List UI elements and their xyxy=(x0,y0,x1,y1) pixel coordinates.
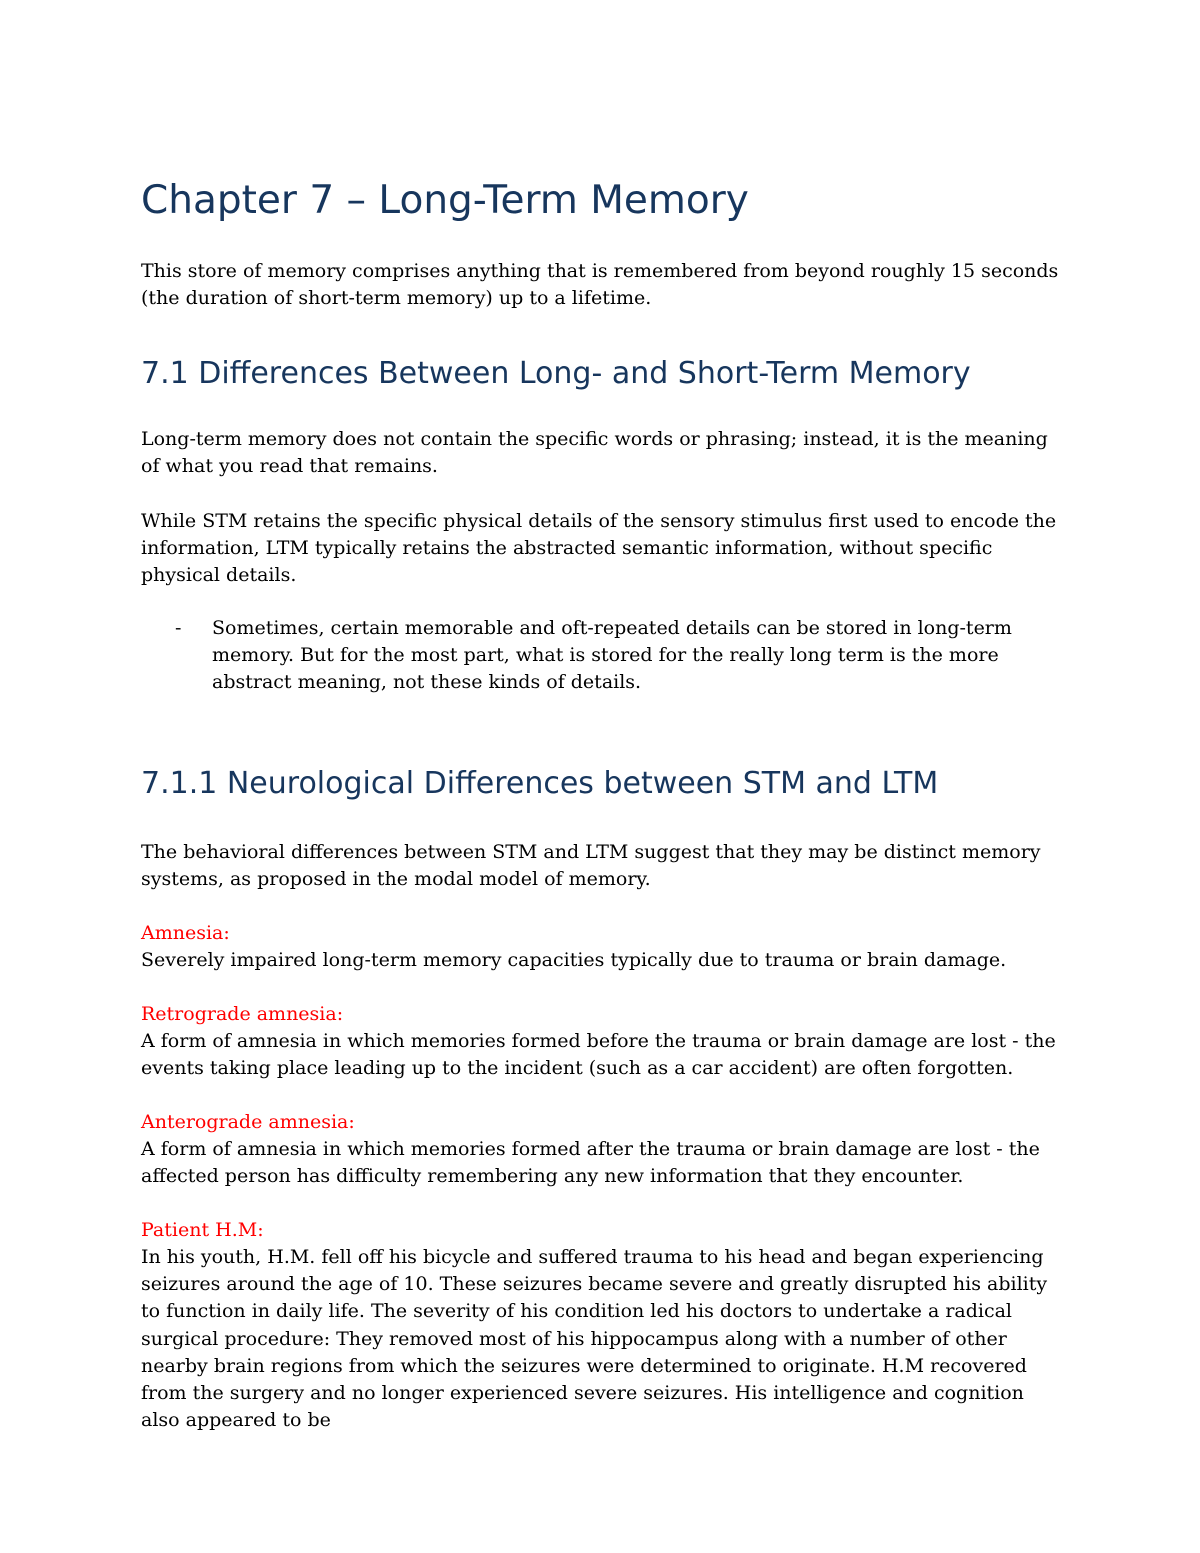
definition-retrograde-amnesia: A form of amnesia in which memories formed before the trauma or brain damage are lost - the events taking place leading up to the incident (such as a car accident) are often forgotten. xyxy=(141,1030,1056,1080)
definition-patient-hm: In his youth, H.M. fell off his bicycle and suffered trauma to his head and began experiencing seizures around the age of 10. These seizures became severe and greatly disrupted his ability to function in daily life. The severity of his condition led his doctors to undertake a radical surgical procedure: They removed most of his hippocampus along with a number of other nearby brain regions from which the seizures were determined to originate. H.M recovered from the surgery and no longer experienced severe seizures. His intelligence and cognition also appeared to be xyxy=(141,1246,1048,1432)
term-anterograde-amnesia: Anterograde amnesia: xyxy=(141,1111,355,1133)
chapter-title: Chapter 7 – Long-Term Memory xyxy=(141,178,749,223)
document-page xyxy=(141,0,1061,1553)
definition-anterograde-amnesia: A form of amnesia in which memories formed after the trauma or brain damage are lost - the affected person has difficulty remembering any new information that they encounter. xyxy=(141,1138,1040,1188)
section-7-1-1-heading: 7.1.1 Neurological Differences between STM and LTM xyxy=(141,766,939,801)
section-7-1-1-paragraph: The behavioral differences between STM and LTM suggest that they may be distinct memory systems, as proposed in the modal model of memory. xyxy=(141,841,1041,891)
term-retrograde-amnesia: Retrograde amnesia: xyxy=(141,1003,344,1025)
term-patient-hm: Patient H.M: xyxy=(141,1219,264,1241)
section-7-1-paragraph-1: Long-term memory does not contain the specific words or phrasing; instead, it is the meaning of what you read that remains. xyxy=(141,428,1048,478)
intro-paragraph: This store of memory comprises anything that is remembered from beyond roughly 15 seconds (the duration of short-term memory) up to a lifetime. xyxy=(141,260,1059,310)
definition-amnesia: Severely impaired long-term memory capacities typically due to trauma or brain damage. xyxy=(141,949,1007,971)
section-7-1-paragraph-2: While STM retains the specific physical details of the sensory stimulus first used to encode the information, LTM typically retains the abstracted semantic information, without specific physical details. xyxy=(141,510,1057,587)
section-7-1-heading: 7.1 Differences Between Long- and Short-Term Memory xyxy=(141,356,971,391)
bullet-marker: - xyxy=(175,617,182,639)
bullet-text: Sometimes, certain memorable and oft-repeated details can be stored in long-term memory. But for the most part, what is stored for the really long term is the more abstract meaning, not these kinds of details. xyxy=(212,617,1012,694)
term-amnesia: Amnesia: xyxy=(141,922,230,944)
